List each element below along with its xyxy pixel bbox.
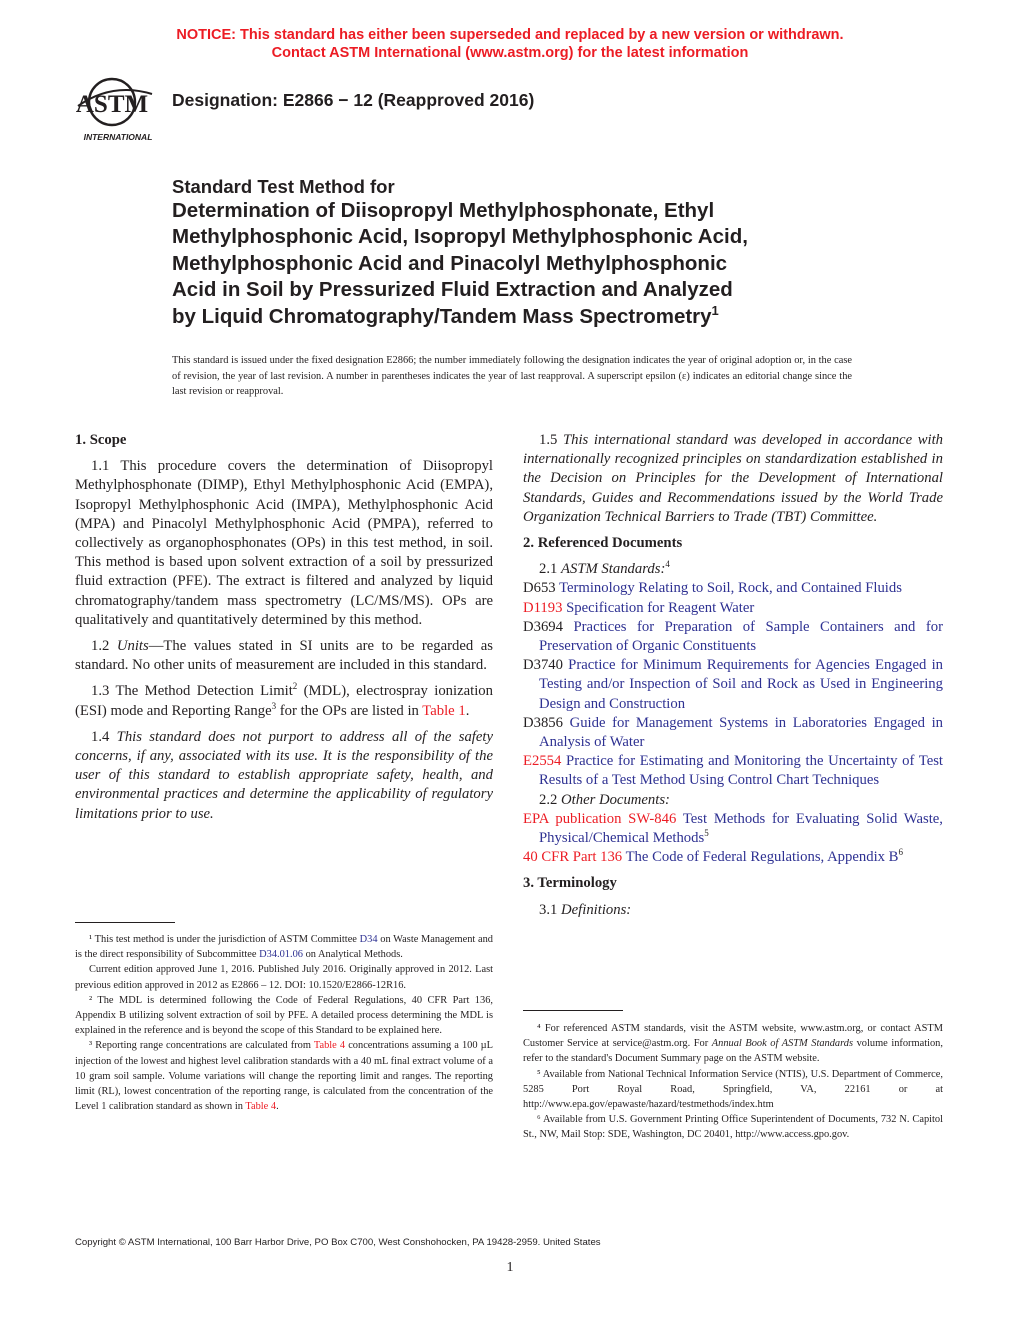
table-4-link[interactable]: Table 4: [245, 1101, 277, 1113]
reference-item: D3694 Practices for Preparation of Sample Containers and for Preservation of Organic Constituents: [523, 618, 943, 655]
footnote-5: ⁵ Available from National Technical Information Service (NTIS), U.S. Department of Commerce, 5285 Port Royal Road, Springfield, VA, 22161 or at http://www.epa.gov/epawaste/hazard/testmethods/index.htm: [523, 1068, 943, 1111]
footnote-2: ² The MDL is determined following the Code of Federal Regulations, 40 CFR Part 136, Appendix B utilizing solvent extraction of soil by PFE. A detailed process determining the MDL is explained in the reference and is beyond the scope of this Standard to be explained here.: [75, 994, 493, 1037]
designation: Designation: E2866 − 12 (Reapproved 2016): [172, 90, 535, 110]
paragraph-1-3: 1.3 The Method Detection Limit$^2$ (MDL), electrospray ionization (ESI) mode and Reporting Range$^3$ for the OPs are listed in Table 1.: [75, 681, 493, 719]
reference-link[interactable]: The Code of Federal Regulations, Appendix B: [625, 849, 899, 866]
title-line: Acid in Soil by Pressurized Fluid Extraction and Analyzed: [172, 278, 733, 302]
title-line: Methylphosphonic Acid, Isopropyl Methylphosphonic Acid,: [172, 225, 748, 249]
paragraph-1-2: 1.2 Units—The values stated in SI units are to be regarded as standard. No other units of measurement are included in this standard.: [75, 638, 493, 674]
paragraph-1-5: 1.5 This international standard was developed in accordance with internationally recognized principles on standardization established in the Decision on Principles for the Development of International Standards, Guides and Recommendations issued by the World Trade Organization Technical Barriers to Trade (TBT) Committee.: [523, 432, 943, 525]
reference-link[interactable]: Specification for Reagent Water: [566, 599, 755, 616]
footnote-rule: [523, 1010, 623, 1011]
issuance-note: This standard is issued under the fixed designation E2866; the number immediately following the designation indicates the year of original adoption or, in the case of revision, the year of last revision. A number in parentheses indicates the year of last reapproval. A superscript epsilon (ε) indicates an editorial change since the last revision or reapproval.: [172, 355, 852, 397]
reference-item: D1193 Specification for Reagent Water: [523, 599, 755, 616]
definitions-label: 3.1 Definitions:: [539, 901, 632, 918]
title-line: by Liquid Chromatography/Tandem Mass Spectrometry$^1$: [172, 302, 719, 328]
section-heading-terminology: 3. Terminology: [523, 875, 617, 892]
footnote-6: ⁶ Available from U.S. Government Printing Office Superintendent of Documents, 732 N. Capitol St., NW, Mail Stop: SDE, Washington, DC 20401, http://www.access.gpo.gov.: [523, 1114, 943, 1141]
notice-line-1: NOTICE: This standard has either been superseded and replaced by a new version or withdrawn.: [176, 27, 844, 43]
other-documents-label: 2.2 Other Documents:: [539, 791, 670, 808]
subcommittee-link[interactable]: D34.01.06: [259, 949, 303, 961]
reference-item: E2554 Practice for Estimating and Monitoring the Uncertainty of Test Results of a Test Method Using Control Chart Techniques: [523, 753, 944, 789]
title-footnote-ref: 1: [711, 302, 719, 318]
page-number: 1: [506, 1260, 514, 1275]
notice-line-2: Contact ASTM International (www.astm.org) for the latest information: [271, 45, 749, 61]
committee-link[interactable]: D34: [359, 934, 378, 945]
reference-item: D653 Terminology Relating to Soil, Rock, and Contained Fluids: [523, 580, 902, 597]
copyright-line: Copyright © ASTM International, 100 Barr Harbor Drive, PO Box C700, West Conshohocken, PA 19428-2959. United States: [75, 1237, 601, 1248]
footnote-3: ³ Reporting range concentrations are calculated from Table 4 concentrations assuming a 100 µL injection of the lowest and highest level calibration standards with a 40 mL final extract volume of a 10 gram soil sample. Volume variations will change the reporting limit and ranges. The reporting limit (RL), lowest concentration of the reporting range, is calculated from the concentration of the Level 1 calibration standard as shown in Table 4.: [75, 1040, 493, 1113]
astm-standards-label: 2.1 ASTM Standards:$^4$: [539, 559, 670, 578]
footnote-4: ⁴ For referenced ASTM standards, visit the ASTM website, www.astm.org, or contact ASTM Customer Service at service@astm.org. For Annual Book of ASTM Standards volume information, refer to the standard's Document Summary page on the ASTM website.: [523, 1023, 943, 1065]
table-4-link[interactable]: Table 4: [313, 1040, 346, 1052]
paragraph-1-1: 1.1 This procedure covers the determination of Diisopropyl Methylphosphonate (DIMP), Ethyl Methylphosphonic Acid (EMPA), Isopropyl Methylphosphonic Acid (IMPA), Methylphosphonic Acid (MPA) and Pinacolyl Methylphosphonic Acid (PMPA), referred to collectively as organophosphonates (OPs) in this test method, in soil. This method is based upon solvent extraction of a soil by pressurized fluid extraction (PFE). The extract is filtered and analyzed by liquid chromatography/tandem mass spectrometry (LC/MS/MS). OPs are qualitatively and quantitatively determined by this method.: [75, 458, 493, 628]
footnotes-left: [75, 932, 493, 1114]
title-line: Methylphosphonic Acid and Pinacolyl Methylphosphonic: [172, 251, 728, 275]
reference-link[interactable]: Terminology Relating to Soil, Rock, and Contained Fluids: [559, 580, 902, 597]
logo-caption: INTERNATIONAL: [83, 132, 153, 142]
reference-item: 40 CFR Part 136 The Code of Federal Regulations, Appendix $B^6$: [523, 847, 903, 866]
reference-link[interactable]: Test Methods for Evaluating Solid Waste, Physical/Chemical Methods: [539, 810, 943, 847]
section-heading-scope: 1. Scope: [75, 432, 127, 448]
footnote-1-edition: Current edition approved June 1, 2016. Published July 2016. Originally approved in 2012. Last previous edition approved in 2012 as E2866 – 12. DOI: 10.1520/E2866-12R16.: [75, 964, 493, 991]
footnotes-right: [523, 1021, 943, 1143]
document-title: [172, 176, 892, 330]
right-column: [523, 431, 943, 927]
section-heading-referenced-documents: 2. Referenced Documents: [523, 535, 683, 552]
reference-item: D3740 Practice for Minimum Requirements for Agencies Engaged in Testing and/or Inspection of Soil and Rock as Used in Engineering Design and Construction: [523, 657, 943, 712]
reference-link[interactable]: Practices for Preparation of Sample Containers and for Preservation of Organic Constituents: [539, 618, 943, 655]
paragraph-1-4: 1.4 This standard does not purport to address all of the safety concerns, if any, associated with its use. It is the responsibility of the user of this standard to establish appropriate safety, health, and environmental practices and determine the applicability of regulatory limitations prior to use.: [75, 728, 494, 822]
title-prefix: Standard Test Method for: [172, 176, 395, 197]
astm-logo-icon: [72, 72, 164, 146]
reference-item: EPA publication SW-846 Test Methods for Evaluating Solid Waste, Physical/Chemical Methods$^5$: [523, 810, 943, 847]
reference-item: D3856 Guide for Management Systems in Laboratories Engaged in Analysis of Water: [523, 714, 944, 751]
title-line: Determination of Diisopropyl Methylphosphonate, Ethyl: [172, 199, 715, 222]
logo-letters: ASTM: [75, 91, 149, 118]
reference-link[interactable]: Practice for Estimating and Monitoring the Uncertainty of Test Results of a Test Method Using Control Chart Techniques: [539, 753, 944, 789]
table-1-link[interactable]: Table 1: [422, 702, 466, 719]
astm-logo: [72, 72, 164, 146]
reference-link[interactable]: Practice for Minimum Requirements for Agencies Engaged in Testing and/or Inspection of Soil and Rock as Used in Engineering Design and Construction: [539, 657, 943, 712]
left-column: [75, 431, 493, 831]
footnote-1: ¹ This test method is under the jurisdiction of ASTM Committee D34 on Waste Management and is the direct responsibility of Subcommittee D34.01.06 on Analytical Methods.: [75, 934, 493, 961]
footnote-rule: [75, 922, 175, 923]
reference-link[interactable]: Guide for Management Systems in Laboratories Engaged in Analysis of Water: [539, 714, 944, 751]
withdrawal-notice: [0, 26, 1020, 62]
